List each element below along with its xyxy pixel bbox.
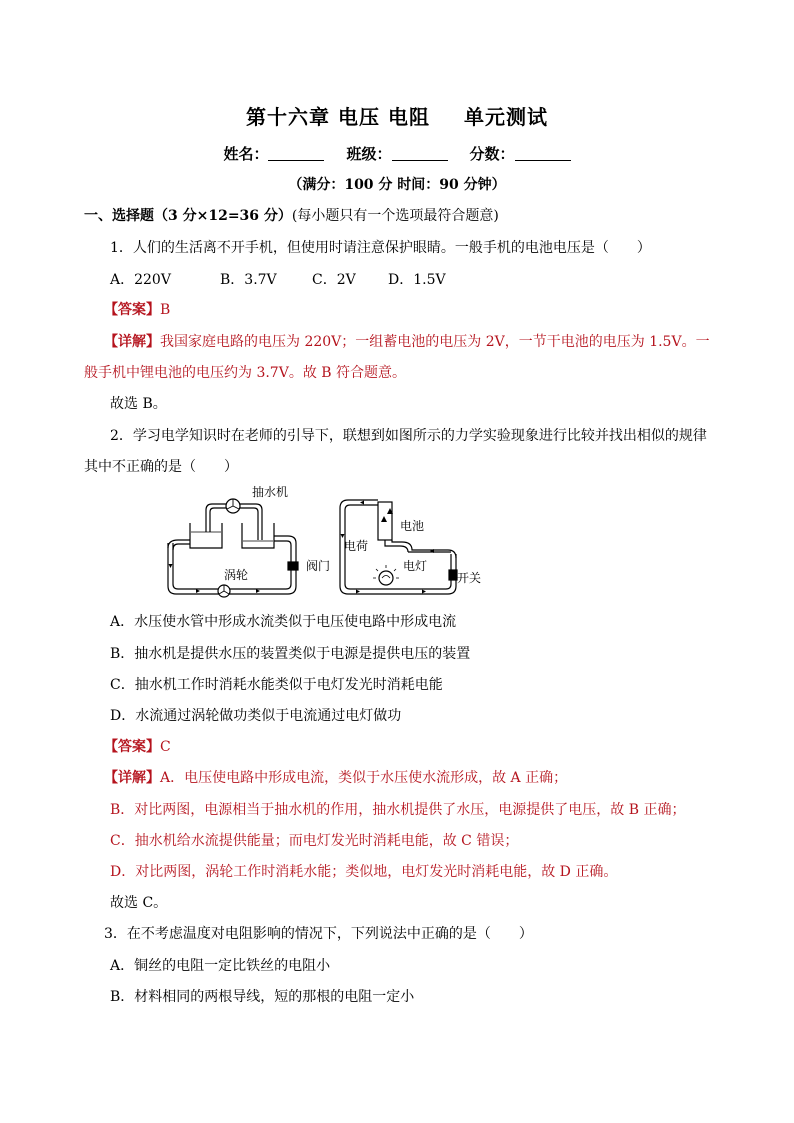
q2-answer-value: C <box>160 739 171 755</box>
section-heading-note: (每小题只有一个选项最符合题意) <box>291 208 499 224</box>
score-time-info: （满分：100 分 时间：90 分钟） <box>288 177 506 193</box>
section-heading-main: 一、选择题（3 分×12=36 分） <box>84 208 292 224</box>
q1-conclusion: 故选 B。 <box>110 396 167 412</box>
q2-stem-line2: 其中不正确的是（ ） <box>84 459 238 475</box>
q3-option-b: B．材料相同的两根导线，短的那根的电阻一定小 <box>110 989 415 1005</box>
page-title <box>0 103 794 131</box>
q2-analogy-figure <box>160 478 482 602</box>
q2-option-d: D．水流通过涡轮做功类似于电流通过电灯做功 <box>110 708 402 724</box>
q2-option-b: B．抽水机是提供水压的装置类似于电源是提供电压的装置 <box>110 646 471 662</box>
switch-label: 开关 <box>457 571 482 585</box>
q1-detail-text1: 我国家庭电路的电压为 220V；一组蓄电池的电压为 2V，一节干电池的电压为 1.5V。一 <box>160 334 710 350</box>
q1-stem: 1．人们的生活离不开手机，但使用时请注意保护眼睛。一般手机的电池电压是（ ） <box>110 240 651 256</box>
turbine-label: 涡轮 <box>224 568 249 582</box>
q1-answer <box>104 300 170 320</box>
q3-option-a: A．铜丝的电阻一定比铁丝的电阻小 <box>110 958 331 974</box>
title-unit-test: 单元测试 <box>463 105 548 129</box>
switch-icon <box>449 570 457 580</box>
q1-option-a: A．220V <box>110 272 171 288</box>
name-label: 姓名： <box>223 145 269 163</box>
title-chapter: 第十六章 电压 电阻 <box>246 105 430 129</box>
valve-label: 阀门 <box>306 559 331 573</box>
lamp-icon <box>379 571 393 585</box>
q2-detail-a-text: A．电压使电路中形成电流，类似于水压使水流形成，故 A 正确； <box>160 770 568 786</box>
pump-label: 抽水机 <box>252 485 289 499</box>
charge-label: 电荷 <box>344 539 369 553</box>
q2-option-c: C．抽水机工作时消耗水能类似于电灯发光时消耗电能 <box>110 677 443 693</box>
q1-detail-line1 <box>104 332 710 352</box>
q1-option-d: D．1.5V <box>388 272 446 288</box>
name-blank[interactable] <box>268 146 324 161</box>
q2-conclusion: 故选 C。 <box>110 895 168 911</box>
q2-detail-label: 【详解】 <box>104 770 160 786</box>
class-label: 班级： <box>346 145 392 163</box>
q1-answer-value: B <box>160 302 171 318</box>
q1-options <box>110 270 446 290</box>
q2-detail-c: C．抽水机给水流提供能量；而电灯发光时消耗电能，故 C 错误； <box>110 833 519 849</box>
valve-icon <box>288 562 298 570</box>
lamp-label: 电灯 <box>403 559 428 573</box>
q2-stem-line1: 2．学习电学知识时在老师的引导下，联想到如图所示的力学实验现象进行比较并找出相似的规律 <box>110 428 707 444</box>
q1-option-b: B．3.7V <box>220 272 277 288</box>
q2-option-a: A．水压使水管中形成水流类似于电压使电路中形成电流 <box>110 614 457 630</box>
q2-detail-b: B．对比两图，电源相当于抽水机的作用，抽水机提供了水压，电源提供了电压，故 B 正确； <box>110 802 686 818</box>
student-info-line <box>0 143 794 164</box>
water-circuit-diagram <box>168 499 298 597</box>
score-label: 分数： <box>469 145 515 163</box>
battery-label: 电池 <box>400 519 425 533</box>
score-blank[interactable] <box>515 146 571 161</box>
q1-detail-label: 【详解】 <box>104 334 160 350</box>
q2-detail-d: D．对比两图，涡轮工作时消耗水能；类似地，电灯发光时消耗电能，故 D 正确。 <box>110 864 618 880</box>
q2-answer <box>104 737 171 757</box>
q3-stem: 3．在不考虑温度对电阻影响的情况下，下列说法中正确的是（ ） <box>104 926 533 942</box>
q1-detail-line2: 般手机中锂电池的电压约为 3.7V。故 B 符合题意。 <box>84 365 407 381</box>
q1-option-c: C．2V <box>312 272 356 288</box>
class-blank[interactable] <box>392 146 448 161</box>
q2-answer-label: 【答案】 <box>104 739 160 755</box>
section-heading <box>84 206 499 226</box>
q2-detail-a <box>104 768 567 788</box>
q1-answer-label: 【答案】 <box>104 302 160 318</box>
